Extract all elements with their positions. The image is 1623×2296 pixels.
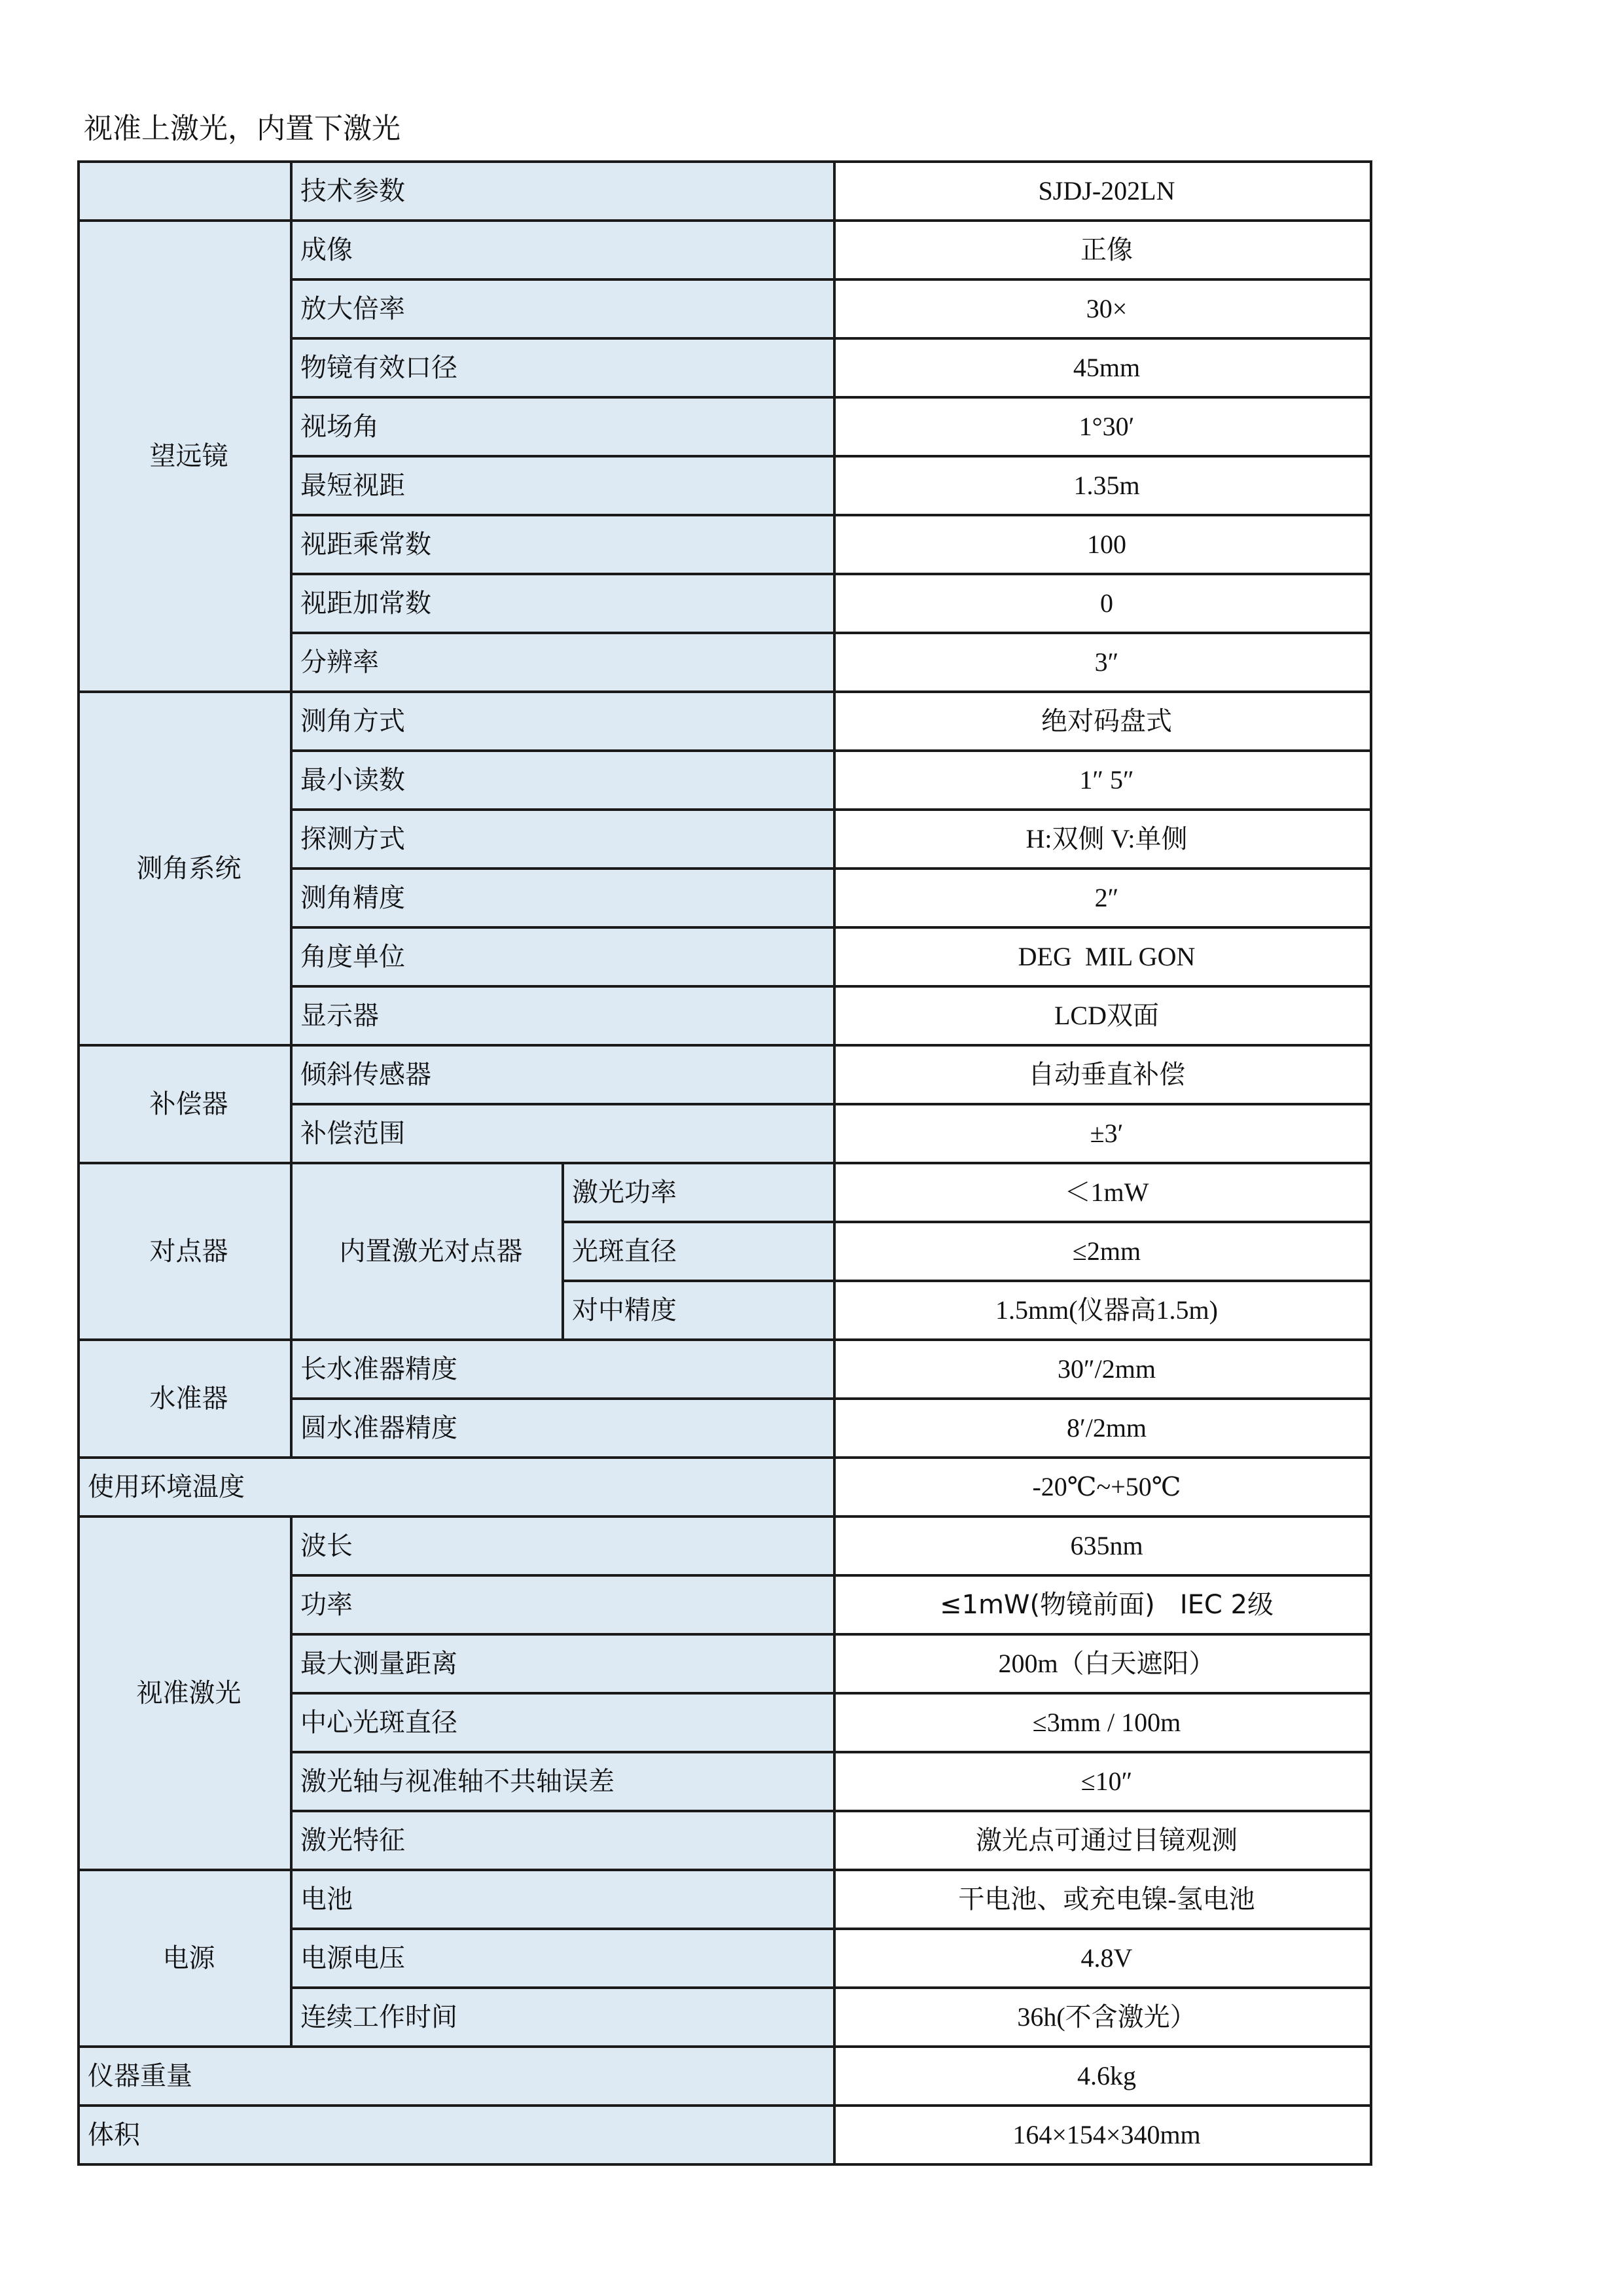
row-label: 显示器 [291, 986, 834, 1045]
row-label: 中心光斑直径 [291, 1693, 834, 1752]
subgroup-laser-plummet: 内置激光对点器 [291, 1163, 563, 1340]
table-row [79, 2106, 1371, 2164]
param-header: 技术参数 [291, 162, 834, 221]
row-value: 干电池、或充电镍-氢电池 [834, 1870, 1371, 1929]
row-label: 圆水准器精度 [291, 1399, 834, 1458]
group-power: 电源 [79, 1870, 291, 2047]
row-value: ≤2mm [834, 1222, 1371, 1281]
row-value: 4.8V [834, 1929, 1371, 1988]
page-title: 视准上激光，内置下激光 [84, 112, 401, 145]
row-label: 波长 [291, 1516, 834, 1575]
table-row [79, 1163, 1371, 1222]
row-label: 成像 [291, 221, 834, 279]
row-label: 激光功率 [563, 1163, 834, 1222]
model-header: SJDJ-202LN [834, 162, 1371, 221]
row-value: 3″ [834, 633, 1371, 692]
group-angle-system: 测角系统 [79, 692, 291, 1045]
group-plummet: 对点器 [79, 1163, 291, 1340]
group-compensator: 补偿器 [79, 1045, 291, 1163]
row-value: 1″ 5″ [834, 751, 1371, 810]
row-label: 连续工作时间 [291, 1988, 834, 2047]
row-value: ＜1mW [834, 1163, 1371, 1222]
row-label: 视距乘常数 [291, 515, 834, 574]
row-label: 体积 [79, 2106, 834, 2164]
row-label: 仪器重量 [79, 2047, 834, 2106]
table-row [79, 221, 1371, 279]
row-value: 36h(不含激光） [834, 1988, 1371, 2047]
table-row [79, 1516, 1371, 1575]
row-value: H:双侧 V:单侧 [834, 810, 1371, 869]
row-value: 200m（白天遮阳） [834, 1634, 1371, 1693]
row-label: 激光轴与视准轴不共轴误差 [291, 1752, 834, 1811]
row-label: 分辨率 [291, 633, 834, 692]
row-label: 长水准器精度 [291, 1340, 834, 1399]
row-label: 使用环境温度 [79, 1458, 834, 1516]
row-label: 视距加常数 [291, 574, 834, 633]
row-value: 100 [834, 515, 1371, 574]
row-label: 电源电压 [291, 1929, 834, 1988]
row-value: 激光点可通过目镜观测 [834, 1811, 1371, 1870]
row-value: LCD双面 [834, 986, 1371, 1045]
table-row [79, 1045, 1371, 1104]
row-label: 视场角 [291, 397, 834, 456]
row-label: 对中精度 [563, 1281, 834, 1340]
spec-table [77, 160, 1372, 2166]
row-value: 4.6kg [834, 2047, 1371, 2106]
row-label: 测角精度 [291, 869, 834, 927]
row-label: 功率 [291, 1575, 834, 1634]
table-row [79, 2047, 1371, 2106]
row-value: DEG MIL GON [834, 927, 1371, 986]
row-label: 电池 [291, 1870, 834, 1929]
row-value: 45mm [834, 338, 1371, 397]
row-value: 正像 [834, 221, 1371, 279]
row-label: 放大倍率 [291, 279, 834, 338]
row-value: ≤10″ [834, 1752, 1371, 1811]
table-row [79, 1458, 1371, 1516]
table-row [79, 162, 1371, 221]
row-label: 倾斜传感器 [291, 1045, 834, 1104]
row-value: 8′/2mm [834, 1399, 1371, 1458]
row-value: ±3′ [834, 1104, 1371, 1163]
row-value: ≤3mm / 100m [834, 1693, 1371, 1752]
row-value: 2″ [834, 869, 1371, 927]
row-label: 最短视距 [291, 456, 834, 515]
row-label: 测角方式 [291, 692, 834, 751]
row-label: 光斑直径 [563, 1222, 834, 1281]
group-sighting-laser: 视准激光 [79, 1516, 291, 1870]
row-label: 物镜有效口径 [291, 338, 834, 397]
row-value: 635nm [834, 1516, 1371, 1575]
row-value: -20℃~+50℃ [834, 1458, 1371, 1516]
group-level: 水准器 [79, 1340, 291, 1458]
row-value: 30″/2mm [834, 1340, 1371, 1399]
row-value: 1.5mm(仪器高1.5m) [834, 1281, 1371, 1340]
row-label: 探测方式 [291, 810, 834, 869]
row-value: 164×154×340mm [834, 2106, 1371, 2164]
row-label: 最大测量距离 [291, 1634, 834, 1693]
table-row [79, 1340, 1371, 1399]
row-value: 0 [834, 574, 1371, 633]
group-telescope: 望远镜 [79, 221, 291, 692]
row-value: 自动垂直补偿 [834, 1045, 1371, 1104]
row-value: 1.35m [834, 456, 1371, 515]
row-label: 角度单位 [291, 927, 834, 986]
row-label: 最小读数 [291, 751, 834, 810]
row-label: 激光特征 [291, 1811, 834, 1870]
table-row [79, 692, 1371, 751]
corner-cell [79, 162, 291, 221]
row-value: 绝对码盘式 [834, 692, 1371, 751]
row-value: 1°30′ [834, 397, 1371, 456]
row-label: 补偿范围 [291, 1104, 834, 1163]
row-value: 30× [834, 279, 1371, 338]
row-value: ≤1mW(物镜前面) IEC 2级 [834, 1575, 1371, 1634]
table-row [79, 1870, 1371, 1929]
